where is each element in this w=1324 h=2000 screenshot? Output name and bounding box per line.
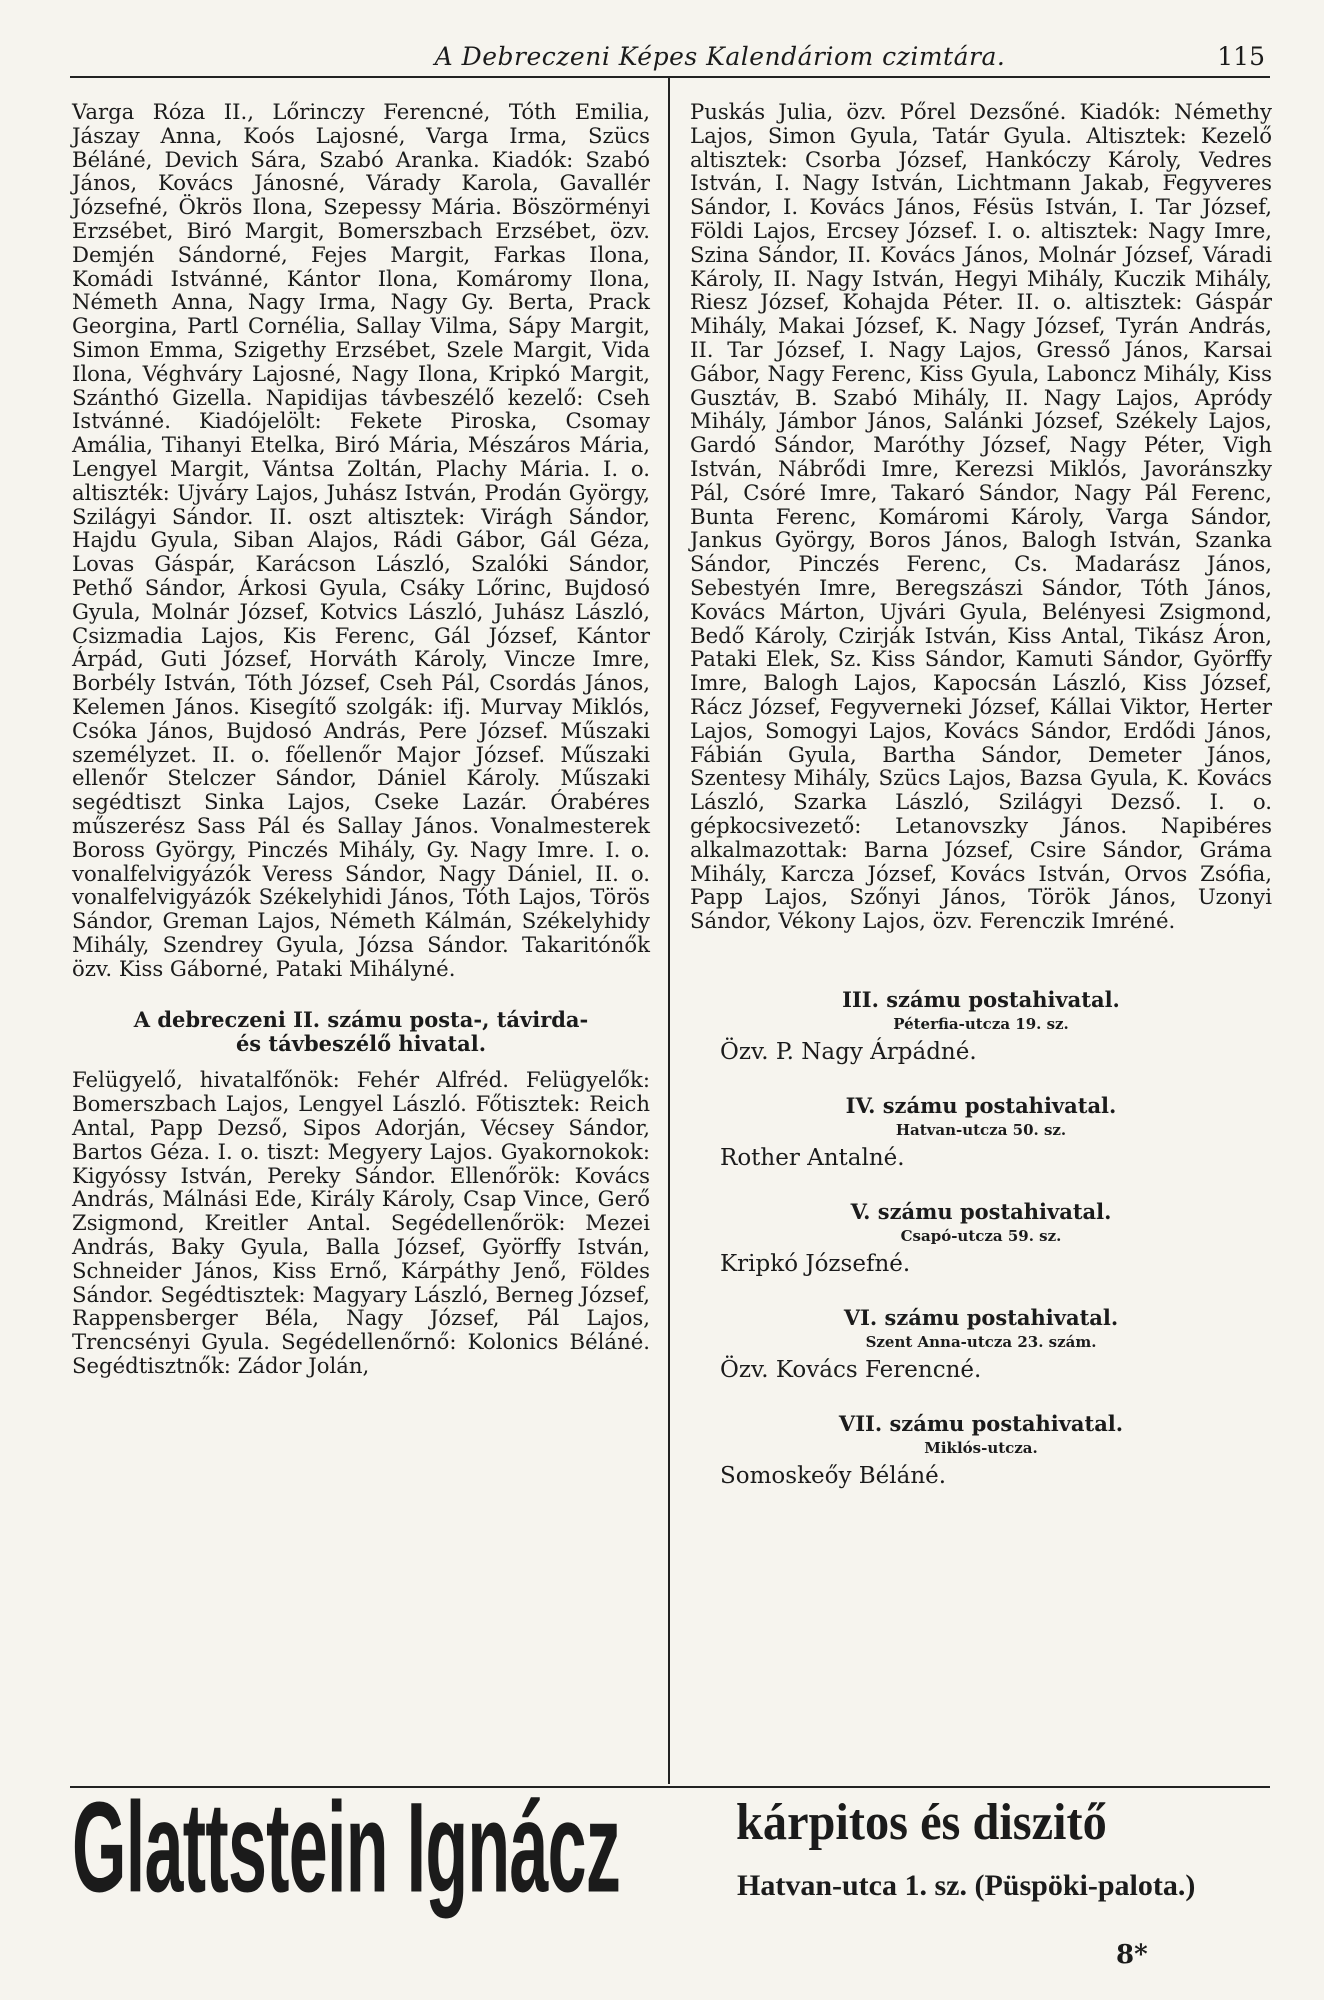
post-office-2-staff: Felügyelő, hivatalfőnök: Fehér Alfréd. Felügyelők: Bomerszbach Lajos, Lengyel László. Főtisztek: Reich Antal, Papp Dezső, Sipos Adorján, Vécsey Sándor, Bartos Géza. I. o. tiszt: Megyery Lajos. Gyakornokok: Kigyóssy István, Pereky Sándor. Ellenőrök: Kovács András, Málnási Ede, Király Károly, Csap Vince, Gerő Zsigmond, Kreitler Antal. Segédellenőrök: Mezei András, Baky Gyula, Balla József, Györffy István, Schneider János, Kiss Ernő, Kárpáthy Jenő, Földes Sándor. Segédtisztek: Magyary László, Berneg József, Rappensberger Béla, Nagy József, Pál Lajos, Trencsényi Gyula. Segédellenőrnő: Kolonics Béláné. Segédtisztnők: Zádor Jolán, (72, 1067, 650, 1379)
signature-mark: 8* (1116, 1940, 1148, 1970)
column-divider (668, 78, 670, 1784)
advertisement-name: Glattstein Ignácz (72, 1776, 621, 1920)
section-title-line1: A debreczeni II. számu posta-, távirda- (133, 1007, 589, 1033)
post-office-title: VI. számu postahivatal. (843, 1304, 1119, 1330)
left-column (72, 100, 650, 1378)
post-office-title: V. számu postahivatal. (850, 1198, 1112, 1224)
post-office-title: IV. számu postahivatal. (845, 1092, 1117, 1118)
post-office-address: Csapó-utcza 59. sz. (900, 1226, 1062, 1245)
post-office-address: Hatvan-utcza 50. sz. (895, 1120, 1067, 1139)
section-title-post-office-2 (92, 1008, 630, 1056)
post-office-address: Szent Anna-utcza 23. szám. (865, 1332, 1097, 1351)
post-office-manager: Somoskeőy Béláné. (720, 1462, 947, 1489)
right-column (690, 100, 1272, 1491)
post-office-manager: Rother Antalné. (720, 1144, 905, 1171)
advertisement-address: Hatvan-utca 1. sz. (Püspöki-palota.) (737, 1869, 1196, 1902)
page-number: 115 (1217, 42, 1265, 71)
page-header (70, 36, 1270, 78)
post-office-iii (690, 987, 1272, 1067)
post-office-manager: Kripkó Józsefné. (720, 1250, 911, 1277)
post-office-title: III. számu postahivatal. (842, 986, 1120, 1012)
advertisement-trade: kárpitos és diszitő (736, 1794, 1107, 1851)
post-office-manager: Özv. Kovács Ferencné. (720, 1356, 982, 1383)
staff-list-right: Puskás Julia, özv. Pőrel Dezsőné. Kiadók: Némethy Lajos, Simon Gyula, Tatár Gyula. Altisztek: Kezelő altisztek: Csorba József, Hankóczy Károly, Vedres István, I. Nagy István, Lichtmann Jakab, Fegyveres Sándor, I. Kovács János, Fésüs István, I. Tar József, Földi Lajos, Ercsey József. I. o. altisztek: Nagy Imre, Szina Sándor, II. Kovács János, Molnár József, Váradi Károly, II. Nagy István, Hegyi Mihály, Kuczik Mihály, Riesz József, Kohajda Péter. II. o. altisztek: Gáspár Mihály, Makai József, K. Nagy József, Tyrán András, II. Tar József, I. Nagy Lajos, Gresső János, Karsai Gábor, Nagy Ferenc, Kiss Gyula, Laboncz Mihály, Kiss Gusztáv, B. Szabó Mihály, II. Nagy Lajos, Apródy Mihály, Jámbor János, Salánki József, Székely Lajos, Gardó Sándor, Maróthy József, Nagy Péter, Vigh István, Nábrődi Imre, Kerezsi Miklós, Javoránszky Pál, Csóré Imre, Takaró Sándor, Nagy Pál Ferenc, Bunta Ferenc, Komáromi Károly, Varga Sándor, Jankus György, Boros János, Balogh István, Szanka Sándor, Pinczés Ferenc, Cs. Madarász János, Sebestyén Imre, Beregszászi Sándor, Tóth János, Kovács Márton, Ujvári Gyula, Belényesi Zsigmond, Bedő Károly, Czirják István, Kiss Antal, Tikász Áron, Pataki Elek, Sz. Kiss Sándor, Kamuti Sándor, Györffy Imre, Balogh Lajos, Kapocsán László, Kiss József, Rácz József, Fegyverneki József, Kállai Viktor, Herter Lajos, Somogyi Lajos, Kovács Sándor, Erdődi János, Fábián Gyula, Bartha Sándor, Demeter János, Szentesy Mihály, Szücs Lajos, Bazsa Gyula, K. Kovács László, Szarka László, Szilágyi Dezső. I. o. gépkocsivezető: Letanovszky János. Napibéres alkalmazottak: Barna József, Csire Sándor, Gráma Mihály, Karcza József, Kovács István, Orvos Zsófia, Papp Lajos, Szőnyi János, Török János, Uzonyi Sándor, Vékony Lajos, özv. Ferenczik Imréné. (690, 99, 1272, 934)
post-office-iv (690, 1093, 1272, 1173)
post-office-manager: Özv. P. Nagy Árpádné. (720, 1038, 977, 1065)
post-office-address: Péterfia-utcza 19. sz. (893, 1014, 1069, 1033)
post-office-title: VII. számu postahivatal. (838, 1410, 1124, 1436)
staff-list-continued: Varga Róza II., Lőrinczy Ferencné, Tóth Emilia, Jászay Anna, Koós Lajosné, Varga Irma, Szücs Béláné, Devich Sára, Szabó Aranka. Kiadók: Szabó János, Kovács Jánosné, Várady Karola, Gavallér Józsefné, Ökrös Ilona, Szepessy Mária. Böszörményi Erzsébet, Biró Margit, Bomerszbach Erzsébet, özv. Demjén Sándorné, Fejes Margit, Farkas Ilona, Komádi Istvánné, Kántor Ilona, Komáromy Ilona, Németh Anna, Nagy Irma, Nagy Gy. Berta, Prack Georgina, Partl Cornélia, Sallay Vilma, Sápy Margit, Simon Emma, Szigethy Erzsébet, Szele Margit, Vida Ilona, Véghváry Lajosné, Nagy Ilona, Kripkó Margit, Szánthó Gizella. Napidijas távbeszélő kezelő: Cseh Istvánné. Kiadójelölt: Fekete Piroska, Csomay Amália, Tihanyi Etelka, Biró Mária, Mészáros Mária, Lengyel Margit, Vántsa Zoltán, Plachy Mária. I. o. altiszték: Ujváry Lajos, Juhász István, Prodán György, Szilágyi Sándor. II. oszt altisztek: Virágh Sándor, Hajdu Gyula, Siban Alajos, Rádi Gábor, Gál Géza, Lovas Gáspár, Karácson László, Szalóki Sándor, Pethő Sándor, Árkosi Gyula, Csáky Lőrinc, Bujdosó Gyula, Molnár József, Kotvics László, Juhász László, Csizmadia Lajos, Kis Ferenc, Gál József, Kántor Árpád, Guti József, Horváth Károly, Vincze Imre, Borbély István, Tóth József, Cseh Pál, Csordás János, Kelemen János. Kisegítő szolgák: ifj. Murvay Miklós, Csóka János, Bujdosó András, Pere József. Műszaki személyzet. II. o. főellenőr Major József. Műszaki ellenőr Stelczer Sándor, Dániel Károly. Műszaki segédtiszt Sinka Lajos, Cseke Lazár. Órabéres műszerész Sass Pál és Sallay János. Vonalmesterek Boross György, Pinczés Mihály, Gy. Nagy Imre. I. o. vonalfelvigyázók Veress Sándor, Nagy Dániel, II. o. vonalfelvigyázók Székelyhidi János, Tóth Lajos, Törös Sándor, Greman Lajos, Németh Kálmán, Székelyhidy Mihály, Szendrey Gyula, Józsa Sándor. Takaritónők özv. Kiss Gáborné, Pataki Mihályné. (72, 99, 650, 981)
running-title: A Debreczeni Képes Kalendáriom czimtára. (434, 42, 1006, 71)
section-title-line2: és távbeszélő hivatal. (235, 1031, 487, 1057)
post-office-address: Miklós-utcza. (924, 1438, 1038, 1457)
post-office-vii (690, 1411, 1272, 1491)
post-office-v (690, 1199, 1272, 1279)
post-office-vi (690, 1305, 1272, 1385)
